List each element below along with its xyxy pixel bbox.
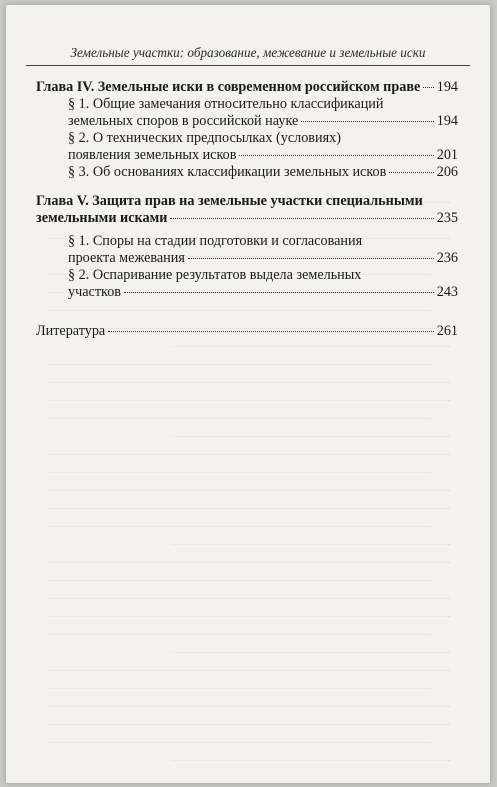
toc-entry-title-cont: участков	[68, 284, 121, 300]
toc-entry-title: § 2. Оспаривание результатов выдела земельных	[68, 267, 362, 283]
toc-entry-bibliography[interactable]	[36, 323, 458, 340]
dot-leader	[124, 292, 434, 293]
toc-page-number: 235	[436, 210, 458, 226]
toc-page-number: 261	[436, 323, 458, 339]
toc-page-number: 194	[436, 79, 458, 95]
toc-entry-title: § 2. О технических предпосылках (условиях)	[68, 130, 341, 146]
toc-entry-chapter-5[interactable]	[36, 193, 458, 227]
toc-page-number: 194	[436, 113, 458, 129]
toc-entry-chapter-5-section-2[interactable]	[68, 267, 458, 301]
toc-entry-chapter-4-section-1[interactable]	[68, 96, 458, 130]
toc-entry-title: § 1. Общие замечания относительно классификаций	[68, 96, 384, 112]
toc-entry-chapter-4-section-2[interactable]	[68, 130, 458, 164]
running-head: Земельные участки: образование, межевание и земельные иски	[26, 45, 470, 66]
toc-entry-title: Глава V. Защита прав на земельные участки специальными	[36, 193, 423, 209]
toc-entry-title-cont: проекта межевания	[68, 250, 185, 266]
toc-page-number: 206	[436, 164, 458, 180]
dot-leader	[108, 331, 433, 332]
dot-leader	[389, 172, 433, 173]
book-page	[6, 5, 490, 783]
toc-entry-title: Глава IV. Земельные иски в современном российском праве	[36, 79, 421, 95]
toc-entry-title: § 3. Об основаниях классификации земельных исков	[68, 164, 387, 180]
dot-leader	[301, 121, 433, 122]
dot-leader	[188, 258, 434, 259]
toc-page-number: 243	[436, 284, 458, 300]
dot-leader	[423, 87, 433, 88]
toc-entry-chapter-5-section-1[interactable]	[68, 233, 458, 267]
toc-entry-title-cont: земельными исками	[36, 210, 168, 226]
toc-entry-chapter-4[interactable]	[36, 79, 458, 96]
toc-entry-title: Литература	[36, 323, 106, 339]
dot-leader	[170, 218, 433, 219]
dot-leader	[239, 155, 433, 156]
toc-entry-title: § 1. Споры на стадии подготовки и согласования	[68, 233, 363, 249]
toc-entry-title-cont: земельных споров в российской науке	[68, 113, 299, 129]
toc-page-number: 201	[436, 147, 458, 163]
toc-page-number: 236	[436, 250, 458, 266]
toc-entry-title-cont: появления земельных исков	[68, 147, 237, 163]
toc-entry-chapter-4-section-3[interactable]	[68, 164, 458, 181]
table-of-contents	[36, 75, 458, 340]
